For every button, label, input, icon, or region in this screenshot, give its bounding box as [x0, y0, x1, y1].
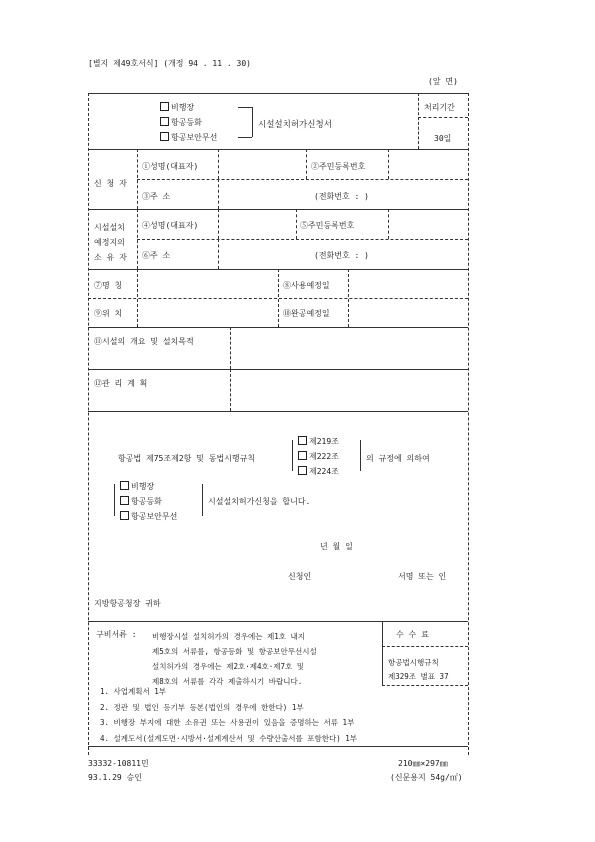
row-divider — [88, 298, 468, 299]
processing-period-value: 30일 — [434, 134, 452, 143]
col-divider[interactable] — [230, 369, 231, 411]
title-option-airfield[interactable]: 비행장 — [160, 102, 194, 113]
checkbox-icon — [120, 481, 129, 490]
applicant-phone-label: (전화번호 : ) — [314, 192, 369, 201]
declaration-apply-text: 시설설치허가신청을 합니다. — [208, 497, 311, 506]
applicant-signature-label: 신청인 — [288, 572, 312, 581]
owner-name-label: ④성명(대표자) — [142, 221, 199, 230]
fee-label: 수 수 료 — [396, 630, 429, 639]
management-plan-label: ⑫관 리 계 획 — [94, 379, 148, 388]
form-code: 33332-10811민 — [88, 759, 149, 768]
article-bracket-left — [292, 440, 293, 471]
signature-or-seal-label[interactable]: 서명 또는 인 — [398, 572, 447, 581]
period-divider — [418, 117, 468, 118]
frame-right — [468, 93, 469, 755]
fee-bottom — [382, 685, 468, 686]
col-divider — [296, 209, 297, 239]
col-divider[interactable] — [218, 179, 219, 209]
checkbox-icon — [160, 132, 169, 141]
row-divider — [88, 621, 468, 622]
overview-label: ⑪시설의 개요 및 설치목적 — [94, 337, 194, 346]
frame-top — [88, 93, 468, 94]
checkbox-icon — [160, 102, 169, 111]
facility-bracket-right — [202, 484, 203, 516]
checkbox-icon — [120, 496, 129, 505]
list-item: 2. 정관 및 법인 등기부 등본(법인의 경우에 한한다) 1부 — [100, 702, 304, 712]
article-option[interactable]: 제222조 — [298, 451, 339, 462]
row-divider — [88, 327, 468, 328]
documents-intro: 비행장시설 설치허가의 경우에는 제1호 내지 제5호의 서류를, 항공등화 및 항공보안무선시설 설치허가의 경우에는 제2호·제4호·제7호 및 제8호의 서류를 각각 제출하시기 바랍니다. — [152, 632, 317, 686]
col-divider — [306, 149, 307, 179]
declaration-provision-text: 의 규정에 의하여 — [366, 454, 430, 463]
facility-name-label: ⑦명 칭 — [94, 281, 123, 290]
col-divider[interactable] — [218, 209, 219, 239]
article-option[interactable]: 제219조 — [298, 436, 339, 447]
frame-left — [88, 93, 89, 755]
article-option[interactable]: 제224조 — [298, 466, 339, 477]
title-bracket-top — [238, 107, 252, 108]
checkbox-icon — [298, 451, 307, 460]
fee-row-divider — [382, 646, 468, 647]
start-date-label: ⑧사용예정일 — [283, 281, 330, 290]
checkbox-icon — [298, 436, 307, 445]
owner-address-label: ⑥주 소 — [142, 251, 171, 260]
checkbox-icon — [298, 466, 307, 475]
documents-list — [100, 684, 357, 746]
col-divider[interactable] — [388, 149, 389, 179]
frame-bottom — [88, 746, 468, 747]
applicant-address-label: ③주 소 — [142, 192, 171, 201]
approval-date: 93.1.29 승인 — [88, 773, 142, 782]
form-reference: [별지 제49호서식] (개정 94 . 11 . 30) — [88, 59, 251, 68]
facility-option[interactable]: 항공등화 — [120, 496, 162, 507]
title-bracket-bottom — [238, 137, 252, 138]
completion-date-label: ⑩완공예정일 — [283, 309, 330, 318]
checkbox-icon — [120, 511, 129, 520]
col-divider[interactable] — [388, 209, 389, 239]
paper-type: (신문용지 54g/㎡) — [390, 773, 463, 782]
owner-phone-label: (전화번호 : ) — [314, 251, 369, 260]
form-title: 시설설치허가신청서 — [258, 120, 332, 130]
owner-section-label: 시설설치 예정지의 소 유 자 — [94, 223, 127, 262]
row-divider — [88, 209, 468, 210]
title-option-radio[interactable]: 항공보안무선 — [160, 132, 217, 143]
applicant-section-label: 신 청 자 — [94, 179, 127, 188]
facility-option[interactable]: 비행장 — [120, 481, 154, 492]
documents-label: 구비서류 : — [96, 630, 137, 639]
row-divider — [88, 369, 468, 370]
row-divider — [137, 239, 468, 240]
applicant-id-label: ②주민등록번호 — [311, 162, 366, 171]
row-divider — [137, 179, 468, 180]
row-divider — [88, 411, 468, 412]
title-option-lighting[interactable]: 항공등화 — [160, 117, 202, 128]
title-divider — [418, 93, 419, 149]
title-bracket — [252, 107, 253, 137]
article-bracket-right — [360, 440, 361, 471]
facility-option[interactable]: 항공보안무선 — [120, 511, 177, 522]
recipient-label: 지방항공청장 귀하 — [94, 599, 161, 608]
owner-id-label: ⑤주민등록번호 — [300, 221, 355, 230]
list-item: 3. 비행장 부지에 대한 소유권 또는 사용권이 있음을 증명하는 서류 1부 — [100, 718, 355, 727]
facility-bracket-left — [114, 484, 115, 516]
checkbox-icon — [160, 117, 169, 126]
declaration-law-text: 항공법 제75조제2항 및 동법시행규칙 — [118, 454, 256, 463]
list-item: 1. 사업계획서 1부 — [100, 687, 167, 696]
fee-divider — [382, 621, 383, 685]
applicant-name-label: ①성명(대표자) — [142, 162, 199, 171]
list-item: 4. 설계도서(설계도면·시방서·설계계산서 및 수량산출서를 포함한다) 1부 — [100, 733, 358, 743]
facility-location-label: ⑨위 치 — [94, 309, 123, 318]
fee-value: 항공법시행규칙 제329조 별표 37 — [388, 658, 449, 681]
paper-size: 210㎜×297㎜ — [398, 759, 448, 768]
col-divider[interactable] — [218, 239, 219, 269]
row-divider — [88, 149, 468, 150]
date-line[interactable]: 년 월 일 — [320, 542, 353, 551]
col-divider[interactable] — [230, 327, 231, 369]
page-side-label: (앞 면) — [428, 77, 458, 86]
col-divider[interactable] — [218, 149, 219, 179]
processing-period-label: 처리기간 — [424, 103, 455, 112]
